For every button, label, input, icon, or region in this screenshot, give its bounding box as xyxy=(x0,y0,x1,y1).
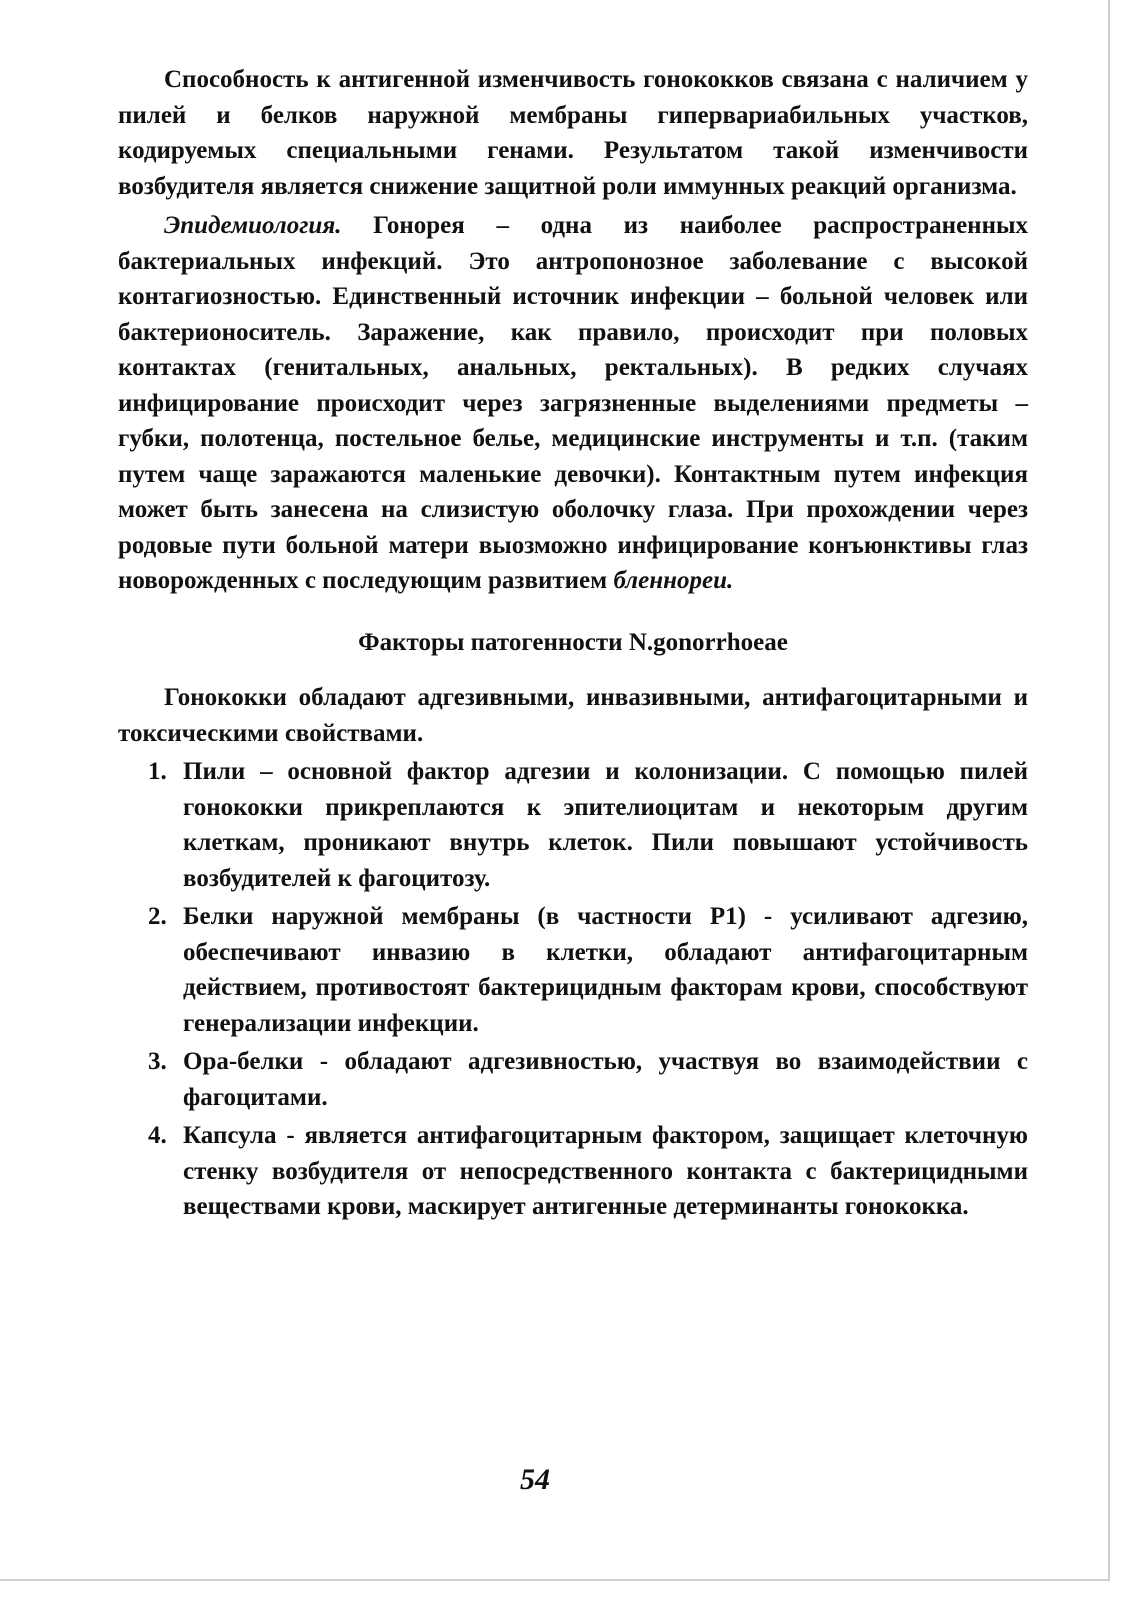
list-item-text: Пили – основной фактор адгезии и колонизации. С помощью пилей гонококки прикреплаются к эпителиоцитам и некоторым другим клеткам, проникают внутрь клеток. Пили повышают устойчивость возбудителей к фагоцитозу. xyxy=(183,758,1028,892)
list-item-number: 4. xyxy=(148,1122,167,1149)
list-item-number: 3. xyxy=(148,1048,167,1075)
blennorrhea-term: бленнореи. xyxy=(613,567,734,594)
list-item-number: 1. xyxy=(148,758,167,785)
pathogenicity-factors-list xyxy=(118,754,1028,1225)
section-intro: Гонококки обладают адгезивными, инвазивными, антифагоцитарными и токсическими свойствами. xyxy=(118,684,1028,747)
list-item-text: Белки наружной мембраны (в частности P1) - усиливают адгезию, обеспечивают инвазию в клетки, обладают антифагоцитарным действием, противостоят бактерицидным факторам крови, способствуют генерализации инфекции. xyxy=(183,903,1028,1037)
section-heading: Факторы патогенности N.gonorrhoeae xyxy=(358,628,788,656)
list-item-text: Капсула - является антифагоцитарным фактором, защищает клеточную стенку возбудителя от непосредственного контакта с бактерицидными веществами крови, маскирует антигенные детерминанты гонококка. xyxy=(183,1122,1028,1220)
page-edge-bottom xyxy=(0,1579,1110,1581)
list-item xyxy=(118,1118,1028,1225)
list-item xyxy=(118,899,1028,1041)
list-item xyxy=(118,1044,1028,1115)
page-edge-right xyxy=(1108,0,1110,1580)
page-number: 54 xyxy=(520,1463,550,1496)
epidemiology-text: Гонорея – одна из наиболее распространенных бактериальных инфекций. Это антропонозное заболевание с высокой контагиозностью. Единственный источник инфекции – больной человек или бактерионоситель. Заражение, как правило, происходит при половых контактах (генитальных, анальных, ректальных). В редких случаях инфицирование происходит через загрязненные выделениями предметы – губки, полотенца, постельное белье, медицинские инструменты и т.п. (таким путем чаще заражаются маленькие девочки). Контактным путем инфекция может быть занесена на слизистую оболочку глаза. При прохождении через родовые пути больной матери выозможно инфицирование конъюнктивы глаз новорожденных с последующим развитием xyxy=(118,212,1028,594)
list-item-number: 2. xyxy=(148,903,167,930)
paragraph-epidemiology xyxy=(118,208,1028,599)
page-content xyxy=(118,62,1028,1225)
paragraph-antigenic-variability: Способность к антигенной изменчивость гонококков связана с наличием у пилей и белков наружной мембраны гипервариабильных участков, кодируемых специальными генами. Результатом такой изменчивости возбудителя является снижение защитной роли иммунных реакций организма. xyxy=(118,66,1028,200)
list-item-text: Ора-белки - обладают адгезивностью, участвуя во взаимодействии с фагоцитами. xyxy=(183,1048,1028,1111)
epidemiology-title: Эпидемиология. xyxy=(164,212,342,239)
list-item xyxy=(118,754,1028,896)
